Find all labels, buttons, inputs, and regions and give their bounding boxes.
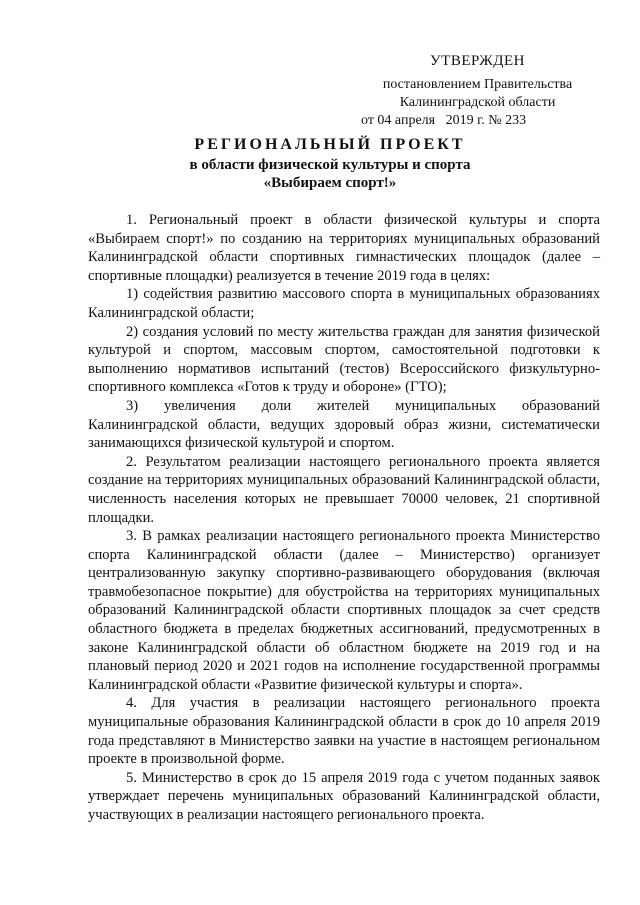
approval-line-1: постановлением Правительства [382,77,573,92]
approval-heading: УТВЕРЖДЕН [430,53,525,69]
title-line-1: РЕГИОНАЛЬНЫЙ ПРОЕКТ [194,136,466,153]
approval-line-2: Калининградской области [399,95,556,110]
paragraph-2: 2. Результатом реализации настоящего регионального проекта является создание на территориях муниципальных образований Калининградской области, численность населения которых не превышает 70000 человек, 21 спортивной площадки. [88,453,600,526]
paragraph-1-item-1: 1) содействия развитию массового спорта в муниципальных образованиях Калининградской области; [88,286,600,321]
paragraph-1-item-2: 2) создания условий по месту жительства граждан для занятия физической культурой и спортом, массовым спортом, самостоятельной подготовки к выполнению нормативов испытаний (тестов) Всероссийского физкультурно-спортивного комплекса «Готов к труду и обороне» (ГТО); [88,323,600,396]
paragraph-5: 5. Министерство в срок до 15 апреля 2019 года с учетом поданных заявок утверждает перечень муниципальных образований Калининградской области, участвующих в реализации настоящего регионального проекта. [88,769,600,823]
approval-date-line: от 04 апреля 2019 г. № 233 [361,113,527,128]
title-line-3: «Выбираем спорт!» [263,175,397,191]
document-title [60,136,600,192]
paragraph-1-item-3: 3) увеличения доли жителей муниципальных образований Калининградской области, ведущих здоровый образ жизни, систематически занимающихся физической культурой и спортом. [88,397,600,452]
document-body [88,211,600,825]
approval-stamp [355,52,600,130]
paragraph-3: 3. В рамках реализации настоящего регионального проекта Министерство спорта Калининградской области (далее – Министерство) организует централизованную закупку спортивно-развивающего оборудования (включая травмобезопасное покрытие) для обустройства на территориях муниципальных образований Калининградской области спортивных площадок за счет средств областного бюджета в пределах бюджетных ассигнований, предусмотренных в законе Калининградской области об областном бюджете на 2019 год и на плановый период 2020 и 2021 годов на исполнение государственной программы Калининградской области «Развитие физической культуры и спорта». [88,528,600,693]
paragraph-1: 1. Региональный проект в области физической культуры и спорта «Выбираем спорт!» по созданию на территориях муниципальных образований Калининградской области спортивных гимнастических площадок (далее – спортивные площадки) реализуется в течение 2019 года в целях: [88,212,600,284]
paragraph-4: 4. Для участия в реализации настоящего регионального проекта муниципальные образования Калининградской области в срок до 10 апреля 2019 года представляют в Министерство заявки на участие в настоящем региональном проекте в произвольной форме. [88,695,600,768]
title-line-2: в области физической культуры и спорта [189,157,471,173]
